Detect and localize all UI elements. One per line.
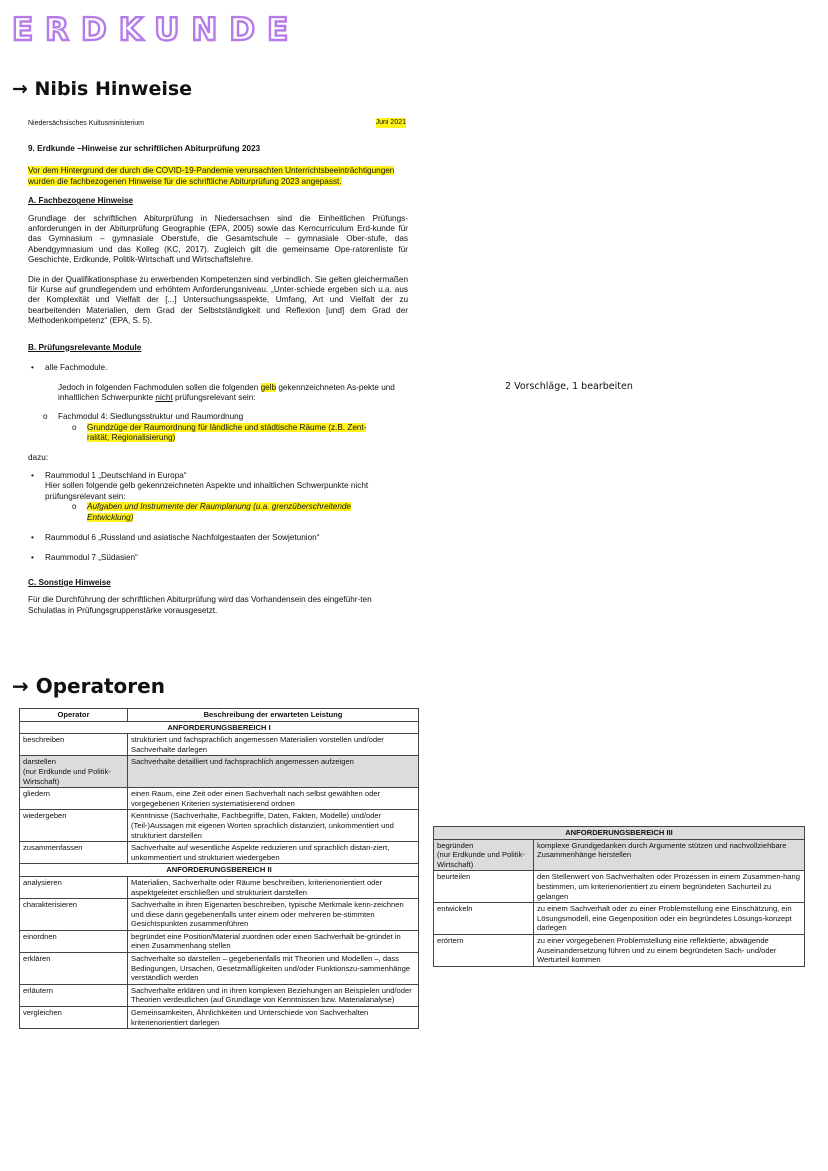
circle-bullet-icon: o: [72, 422, 77, 432]
table-row: [20, 810, 419, 842]
covid-note: Vor dem Hintergrund der durch die COVID-19-Pandemie verursachten Unterrichtsbeeinträchtigungen wurden die fachbezogenen Hinweise für die schriftliche Abiturprüfung 2023 angepasst.: [28, 166, 395, 186]
section-heading-operatoren: → Operatoren: [12, 674, 165, 698]
operator-cell: analysieren: [20, 876, 128, 898]
operator-cell: erläutern: [20, 984, 128, 1006]
table-row: [20, 899, 419, 931]
afb-2-header: ANFORDERUNGSBEREICH II: [20, 864, 419, 877]
operator-cell: erörtern: [434, 934, 534, 966]
table-row: [434, 871, 805, 903]
description-cell: zu einer vorgegebenen Problemstellung eine reflektierte, abwägende Auseinandersetzung führen und zu einem begründeten Sach- und/oder Werturteil kommen: [534, 934, 805, 966]
operator-cell: vergleichen: [20, 1007, 128, 1029]
table-row: [434, 903, 805, 935]
operator-table-1: [19, 708, 419, 1029]
doc-heading: 9. Erdkunde –Hinweise zur schriftlichen Abiturprüfung 2023: [28, 144, 261, 153]
description-cell: komplexe Grundgedanken durch Argumente stützen und nachvollziehbare Zusammenhänge herstellen: [534, 839, 805, 871]
document-excerpt: [28, 118, 408, 616]
table-row: [20, 953, 419, 985]
description-cell: Sachverhalte erklären und in ihren komplexen Beziehungen an Beispielen und/oder Theorien verdeutlichen (auf Grundlage von Kenntnissen bzw. Materialanalyse): [128, 984, 419, 1006]
table-row: [20, 788, 419, 810]
module-item-rm6: Raummodul 6 „Russland und asiatische Nachfolgestaaten der Sowjetunion“: [45, 532, 320, 542]
section-a-title: A. Fachbezogene Hinweise: [28, 196, 134, 206]
section-c-title: C. Sonstige Hinweise: [28, 577, 111, 587]
section-heading-nibis: → Nibis Hinweise: [12, 78, 193, 100]
ministry-label: Niedersächsisches Kultusministerium: [28, 120, 144, 127]
description-cell: Sachverhalte in ihren Eigenarten beschreiben, typische Merkmale kenn-zeichnen und diese dann gegebenenfalls unter einem oder mehreren be-stimmten Gesichtspunkten zusammenführen: [128, 899, 419, 931]
section-c-paragraph: Für die Durchführung der schriftlichen Abiturprüfung wird das Vorhandensein des eingeführ-ten Schulatlas in Prüfungsgruppenstärke vorausgesetzt.: [28, 595, 372, 615]
module-item-rm1: Raummodul 1 „Deutschland in Europa“: [45, 470, 187, 480]
operator-cell: begründen (nur Erdkunde und Politik-Wirtschaft): [434, 839, 534, 871]
bullet-icon: •: [31, 532, 34, 542]
operator-cell: gliedern: [20, 788, 128, 810]
dazu-label: dazu:: [28, 452, 49, 462]
column-header-description: Beschreibung der erwarteten Leistung: [128, 709, 419, 722]
description-cell: Materialien, Sachverhalte oder Räume beschreiben, kriterienorientiert oder aspektgeleitet erschließen und strukturiert darstellen: [128, 876, 419, 898]
operator-cell: einordnen: [20, 930, 128, 952]
table-row: [20, 984, 419, 1006]
bullet-icon: •: [31, 363, 34, 373]
table-row: [20, 876, 419, 898]
table-row: [20, 842, 419, 864]
table-row: [20, 734, 419, 756]
operator-cell: zusammenfassen: [20, 842, 128, 864]
operator-cell: charakterisieren: [20, 899, 128, 931]
page-title: ERDKUNDE: [12, 12, 301, 48]
bullet-icon: •: [31, 553, 34, 563]
column-header-operator: Operator: [20, 709, 128, 722]
section-a-paragraph-1: Grundlage der schriftlichen Abiturprüfung in Niedersachsen sind die Einheitlichen Prüfungs-anforderungen in der Abiturprüfung Geographie (EPA, 2005) sowie das Kerncurriculum Erd-kunde für das Gymnasium – gymnasiale Oberstufe, die Gesamtschule – gymnasiale Ober-stufe, das Abendgymnasium und das Kolleg (KC, 2017). Zugleich gilt die gemeinsame Ope-ratorenliste für Geschichte, Erdkunde, Politik-Wirtschaft und Wirtschaftslehre.: [28, 213, 408, 265]
module-item-rm7: Raummodul 7 „Südasien“: [45, 553, 138, 563]
table-row: [434, 934, 805, 966]
section-a-paragraph-2: Die in der Qualifikationsphase zu erwerbenden Kompetenzen sind verbindlich. Sie gelten gleichermaßen für Kurse auf grundlegendem und erhöhtem Anforderungsniveau. „Unter-schiede ergeben sich u.a. aus der Komplexität und Vielfalt der [...] Untersuchungsaspekte, Umfang, Art und Vielfalt der zu bearbeitenden Materialien, dem Grad der Selbstständigkeit und Reflexion [und] dem Grad der Methodenkompetenz“ (EPA, S. 5).: [28, 274, 408, 326]
circle-bullet-icon: o: [72, 502, 77, 512]
operator-cell: erklären: [20, 953, 128, 985]
module-fm4-sub: Grundzüge der Raumordnung für ländliche und städtische Räume (z.B. Zent-ralität, Regionalisierung): [87, 422, 367, 443]
description-cell: Gemeinsamkeiten, Ähnlichkeiten und Unterschiede von Sachverhalten kriterienorientiert darlegen: [128, 1007, 419, 1029]
afb-3-header: ANFORDERUNGSBEREICH III: [434, 827, 805, 840]
operator-cell: beschreiben: [20, 734, 128, 756]
description-cell: begründet eine Position/Material zuordnen oder einen Sachverhalt be-gründet in einen Zusammenhang stellen: [128, 930, 419, 952]
description-cell: Sachverhalte so darstellen – gegebenenfalls mit Theorien und Modellen –, dass Bedingungen, Ursachen, Gesetzmäßigkeiten und/oder Funktionszu-sammenhänge verständlich werden: [128, 953, 419, 985]
description-cell: zu einem Sachverhalt oder zu einer Problemstellung eine Einschätzung, ein Lösungsmodell, eine Gegenposition oder ein begründetes Lösungs-konzept darlegen: [534, 903, 805, 935]
table-row: [434, 839, 805, 871]
module-rm1-sub: Aufgaben und Instrumente der Raumplanung (u.a. grenzüberschreitende Entwicklung): [87, 502, 351, 522]
operator-cell: beurteilen: [434, 871, 534, 903]
table-row: [20, 1007, 419, 1029]
operator-cell: darstellen (nur Erdkunde und Politik-Wirtschaft): [20, 756, 128, 788]
bullet-icon: •: [31, 470, 34, 480]
section-b-title: B. Prüfungsrelevante Module: [28, 342, 142, 352]
description-cell: Sachverhalte detailliert und fachsprachlich angemessen aufzeigen: [128, 756, 419, 788]
table-row: [20, 930, 419, 952]
table-row: [20, 756, 419, 788]
operator-cell: entwickeln: [434, 903, 534, 935]
module-item-fm4: Fachmodul 4: Siedlungsstruktur und Raumordnung: [58, 412, 244, 422]
description-cell: einen Raum, eine Zeit oder einen Sachverhalt nach selbst gewählten oder vorgegebenen Kriterien systematisierend ordnen: [128, 788, 419, 810]
side-note: 2 Vorschläge, 1 bearbeiten: [505, 381, 633, 392]
circle-bullet-icon: o: [43, 412, 48, 422]
description-cell: strukturiert und fachsprachlich angemessen Materialien vorstellen und/oder Sachverhalte darlegen: [128, 734, 419, 756]
module-note: Jedoch in folgenden Fachmodulen sollen die folgenden gelb gekennzeichneten As-pekte und inhaltlichen Schwerpunkte nicht prüfungsrelevant sein:: [58, 382, 395, 402]
module-item-all: alle Fachmodule.: [45, 363, 108, 373]
description-cell: Kenntnisse (Sachverhalte, Fachbegriffe, Daten, Fakten, Modelle) und/oder (Teil-)Aussagen mit eigenen Worten sprachlich distanziert, unkommentiert und strukturiert darstellen: [128, 810, 419, 842]
operator-table-2: [433, 826, 805, 967]
description-cell: Sachverhalte auf wesentliche Aspekte reduzieren und sprachlich distan-ziert, unkommentiert und strukturiert wiedergeben: [128, 842, 419, 864]
operator-cell: wiedergeben: [20, 810, 128, 842]
date-label: Juni 2021: [376, 118, 406, 128]
afb-1-header: ANFORDERUNGSBEREICH I: [20, 721, 419, 734]
description-cell: den Stellenwert von Sachverhalten oder Prozessen in einem Zusammen-hang bestimmen, um kriterienorientiert zu einem begründeten Sachurteil zu gelangen: [534, 871, 805, 903]
module-rm1-note: Hier sollen folgende gelb gekennzeichneten Aspekte und inhaltlichen Schwerpunkte nicht prüfungsrelevant sein:: [45, 481, 369, 501]
